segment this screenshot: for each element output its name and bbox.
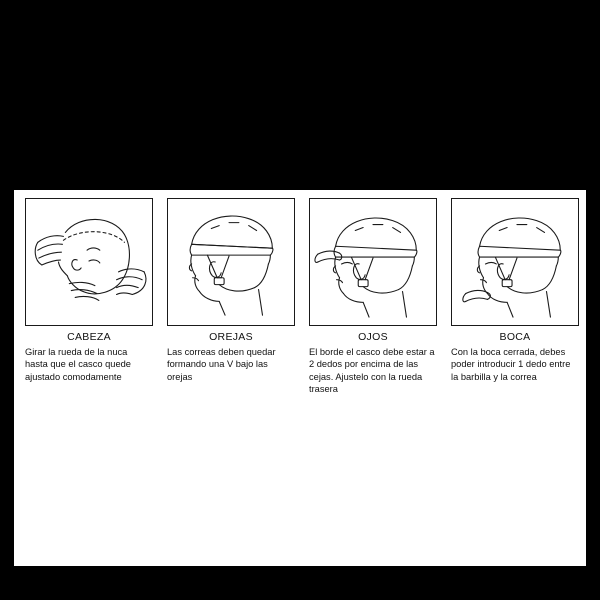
card-title-ojos: OJOS xyxy=(358,331,388,343)
white-content-panel xyxy=(14,190,586,566)
eyes-two-fingers-illustration xyxy=(309,198,437,326)
card-body-ojos: El borde el casco debe estar a 2 dedos por encima de las cejas. Ajustelo con la rueda trasera xyxy=(309,347,435,395)
card-body-orejas: Las correas deben quedar formando una V bajo las orejas xyxy=(167,347,276,382)
instruction-card-row xyxy=(14,190,586,420)
card-body-boca: Con la boca cerrada, debes poder introducir 1 dedo entre la barbilla y la correa xyxy=(451,347,571,382)
card-title-boca: BOCA xyxy=(499,331,531,343)
instruction-card-orejas xyxy=(160,198,302,383)
card-title-cabeza: CABEZA xyxy=(67,331,111,343)
card-title-orejas: OREJAS xyxy=(209,331,253,343)
head-adjust-wheel-illustration xyxy=(25,198,153,326)
instruction-card-cabeza xyxy=(18,198,160,383)
instruction-card-ojos xyxy=(302,198,444,396)
instruction-card-boca xyxy=(444,198,586,383)
card-body-cabeza: Girar la rueda de la nuca hasta que el casco quede ajustado comodamente xyxy=(25,347,131,382)
ears-v-strap-illustration xyxy=(167,198,295,326)
mouth-one-finger-illustration xyxy=(451,198,579,326)
